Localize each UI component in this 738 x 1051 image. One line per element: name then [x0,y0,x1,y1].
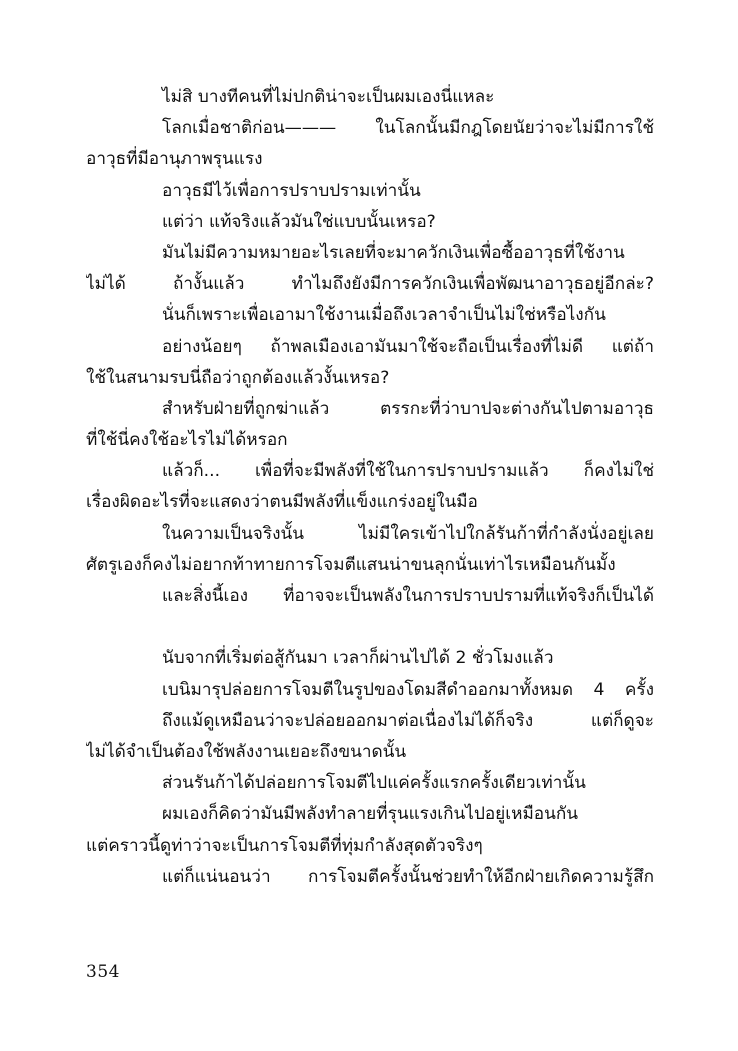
text-line: ผมเองก็คิดว่ามันมีพลังทำลายที่รุนแรงเกินไปอยู่เหมือนกัน [162,804,579,825]
text-line: ส่วนรันก้าได้ปล่อยการโจมตีไปแค่ครั้งแรกครั้งเดียวเท่านั้น [162,773,586,794]
text-line: แต่ว่า แท้จริงแล้วมันใช่แบบนั้นเหรอ? [162,211,436,232]
text-line: ใช้ในสนามรบนี่ถือว่าถูกต้องแล้วงั้นเหรอ? [86,367,390,388]
text-line: ศัตรูเองก็คงไม่อยากท้าทายการโจมตีแสนน่าขนลุกนั่นเท่าไรเหมือนกันมั้ง [86,554,616,575]
text-line: อาวุธที่มีอานุภาพรุนแรง [86,149,263,170]
text-line: ไม่ได้จำเป็นต้องใช้พลังงานเยอะถึงขนาดนั้น [86,741,407,762]
text-line: แต่คราวนี้ดูท่าว่าจะเป็นการโจมตีที่ทุ่มกำลังสุดตัวจริงๆ [86,835,483,856]
text-line: ในความเป็นจริงนั้น ไม่มีใครเข้าไปใกล้รันก้าที่กำลังนั่งอยู่เลย [162,523,654,544]
text-line: นับจากที่เริ่มต่อสู้กันมา เวลาก็ผ่านไปได้ 2 ชั่วโมงแล้ว [162,648,554,669]
body-text [86,82,654,893]
text-line: อย่างน้อยๆ ถ้าพลเมืองเอามันมาใช้จะถือเป็นเรื่องที่ไม่ดี แต่ถ้า [162,336,654,357]
text-line: แต่ก็แน่นอนว่า การโจมตีครั้งนั้นช่วยทำให้อีกฝ่ายเกิดความรู้สึก [162,866,654,887]
paragraph-break [86,612,654,643]
text-line: ถึงแม้ดูเหมือนว่าจะปล่อยออกมาต่อเนื่องไม่ได้ก็จริง แต่ก็ดูจะ [162,710,654,731]
text-line: โลกเมื่อชาติก่อน——— ในโลกนั้นมีกฎโดยนัยว่าจะไม่มีการใช้ [162,118,654,139]
text-line: ไม่สิ บางทีคนที่ไม่ปกติน่าจะเป็นผมเองนี่แหละ [162,87,495,107]
text-line: สำหรับฝ่ายที่ถูกฆ่าแล้ว ตรรกะที่ว่าบาปจะต่างกันไปตามอาวุธ [162,398,654,419]
text-line: นั่นก็เพราะเพื่อเอามาใช้งานเมื่อถึงเวลาจำเป็นไม่ใช่หรือไงกัน [162,305,606,326]
text-line: มันไม่มีความหมายอะไรเลยที่จะมาควักเงินเพื่อซื้ออาวุธที่ใช้งาน [162,242,625,263]
text-line: ที่ใช้นี่คงใช้อะไรไม่ได้หรอก [86,430,288,451]
text-line: อาวุธมีไว้เพื่อการปราบปรามเท่านั้น [162,180,421,201]
text-line: แล้วก็... เพื่อที่จะมีพลังที่ใช้ในการปราบปรามแล้ว ก็คงไม่ใช่ [162,461,654,482]
text-line: เรื่องผิดอะไรที่จะแสดงว่าตนมีพลังที่แข็งแกร่งอยู่ในมือ [86,492,478,513]
text-line: เบนิมารุปล่อยการโจมตีในรูปของโดมสีดำออกมาทั้งหมด 4 ครั้ง [162,679,654,700]
text-line: และสิ่งนี้เอง ที่อาจจะเป็นพลังในการปราบปรามที่แท้จริงก็เป็นได้ [162,586,654,606]
page-number: 354 [86,962,120,982]
text-line: ไม่ได้ ถ้างั้นแล้ว ทำไมถึงยังมีการควักเงินเพื่อพัฒนาอาวุธอยู่อีกล่ะ? [86,274,654,295]
